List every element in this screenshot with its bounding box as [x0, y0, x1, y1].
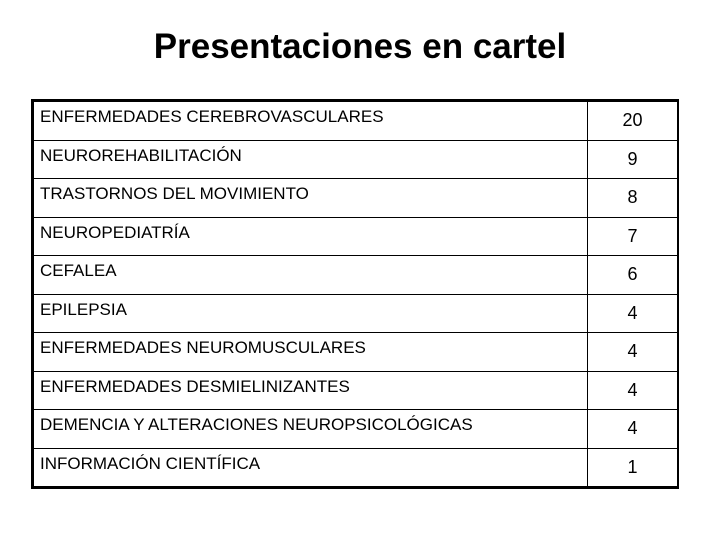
row-count: 4	[588, 333, 678, 372]
row-label: ENFERMEDADES NEUROMUSCULARES	[34, 333, 588, 372]
row-label: ENFERMEDADES CEREBROVASCULARES	[34, 102, 588, 141]
poster-table-grid	[33, 101, 678, 487]
table-row	[34, 179, 678, 218]
table-row	[34, 371, 678, 410]
row-count: 4	[588, 371, 678, 410]
table-row	[34, 102, 678, 141]
row-label: NEUROPEDIATRÍA	[34, 217, 588, 256]
table-row	[34, 410, 678, 449]
row-count: 20	[588, 102, 678, 141]
table-row	[34, 448, 678, 487]
table-row	[34, 140, 678, 179]
table-row	[34, 256, 678, 295]
page-title: Presentaciones en cartel	[153, 27, 567, 66]
table-row	[34, 294, 678, 333]
row-label: DEMENCIA Y ALTERACIONES NEUROPSICOLÓGICAS	[34, 410, 588, 449]
row-count: 4	[588, 410, 678, 449]
row-label: INFORMACIÓN CIENTÍFICA	[34, 448, 588, 487]
row-label: TRASTORNOS DEL MOVIMIENTO	[34, 179, 588, 218]
row-count: 9	[588, 140, 678, 179]
row-count: 8	[588, 179, 678, 218]
row-label: NEUROREHABILITACIÓN	[34, 140, 588, 179]
row-label: CEFALEA	[34, 256, 588, 295]
row-label: ENFERMEDADES DESMIELINIZANTES	[34, 371, 588, 410]
row-count: 4	[588, 294, 678, 333]
poster-table	[31, 99, 679, 489]
row-label: EPILEPSIA	[34, 294, 588, 333]
row-count: 6	[588, 256, 678, 295]
row-count: 7	[588, 217, 678, 256]
table-row	[34, 333, 678, 372]
row-count: 1	[588, 448, 678, 487]
table-row	[34, 217, 678, 256]
